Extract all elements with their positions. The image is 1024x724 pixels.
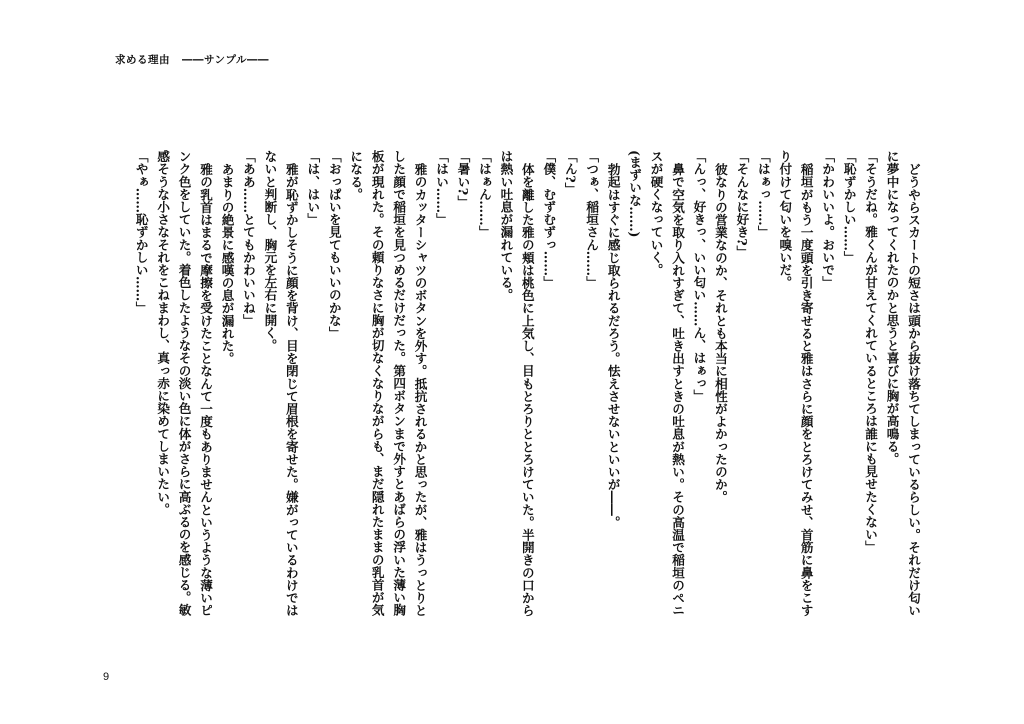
paragraph: 「暑い?」	[455, 150, 471, 208]
paragraph: 「は、はい」	[305, 150, 321, 226]
paragraph: (まずいな……)	[627, 150, 643, 238]
paragraph: 雅のカッターシャツのボタンを外す。抵抗されるかと思ったが、雅はうっとりとした顔で稲垣を見つめるだけだった。第四ボタンまで外すとあばらの浮いた薄い胸板が現れた。その頼りなさに胸が切なくなりながらも、まだ隠れたままの乳首が気になる。	[348, 150, 428, 617]
paragraph: 彼なりの営業なのか、それとも本当に相性がよかったのか。	[712, 162, 728, 503]
paragraph: 「そうだね。雅くんが甘えてくれているところは誰にも見せたくない」	[863, 150, 879, 554]
paragraph: 「はぁん……」	[476, 150, 492, 239]
paragraph: 「ああ……とてもかわいいね」	[240, 150, 256, 327]
page-number: 9	[103, 671, 110, 683]
paragraph: 「ん?」	[562, 150, 578, 196]
paragraph: 稲垣がもう一度頭を引き寄せると雅はさらに顔をとろけてみせ、首筋に鼻をこすり付けて匂いを嗅いだ。	[777, 150, 814, 617]
paragraph: 鼻で空気を取り入れすぎて、吐き出すときの吐息が熱い。その高温で稲垣のペニスが硬くなっていく。	[648, 150, 686, 617]
sample-label: ――サンプル――	[182, 54, 270, 66]
paragraph: 「僕、むずむずっ……」	[541, 150, 557, 289]
paragraph: 「かわいいよ。おいで」	[820, 150, 836, 289]
paragraph: 体を離した雅の頬は桃色に上気し、目もとろりととろけていた。半開きの口からは熱い吐息が漏れている。	[498, 150, 535, 617]
paragraph: 「やぁ……恥ずかしい……」	[134, 150, 149, 314]
paragraph: 「つぁ、稲垣さん……」	[584, 150, 600, 289]
book-title: 求める理由	[115, 54, 170, 66]
paragraph: 勃起はすぐに感じ取られるだろう。怯えさせないといいが――。	[605, 162, 621, 528]
paragraph: あまりの絶景に感嘆の息が漏れた。	[219, 162, 235, 365]
paragraph: 「はい……」	[434, 150, 450, 226]
vertical-body-text	[134, 150, 924, 620]
paragraph: どうやらスカートの短さは頭から抜け落ちてしまっているらしい。それだけ匂いに夢中になってくれたのかと思うと喜びに胸が高鳴る。	[884, 150, 921, 617]
running-header	[115, 52, 269, 67]
paragraph: 「おっぱいを見てもいいのかな」	[326, 150, 342, 339]
paragraph: 「んっ、好きっ、いい匂い……ん、はぁっ」	[691, 150, 707, 402]
paragraph: 「はぁっ……」	[755, 150, 771, 239]
paragraph: 「そんなに好き?」	[734, 150, 750, 259]
paragraph: 「恥ずかしい……」	[841, 150, 857, 264]
paragraph: 雅が恥ずかしそうに顔を背け、目を閉じて眉根を寄せた。嫌がっているわけではないと判断し、胸元を左右に開く。	[262, 150, 299, 617]
paragraph: 雅の乳首はまるで摩擦を受けたことなんて一度もありませんというような薄いピンク色をしていた。着色したようなその淡い色に体がさらに高ぶるのを感じる。敏感そうな小さなそれをこねまわし、真っ赤に染めてしまいたい。	[155, 150, 214, 617]
